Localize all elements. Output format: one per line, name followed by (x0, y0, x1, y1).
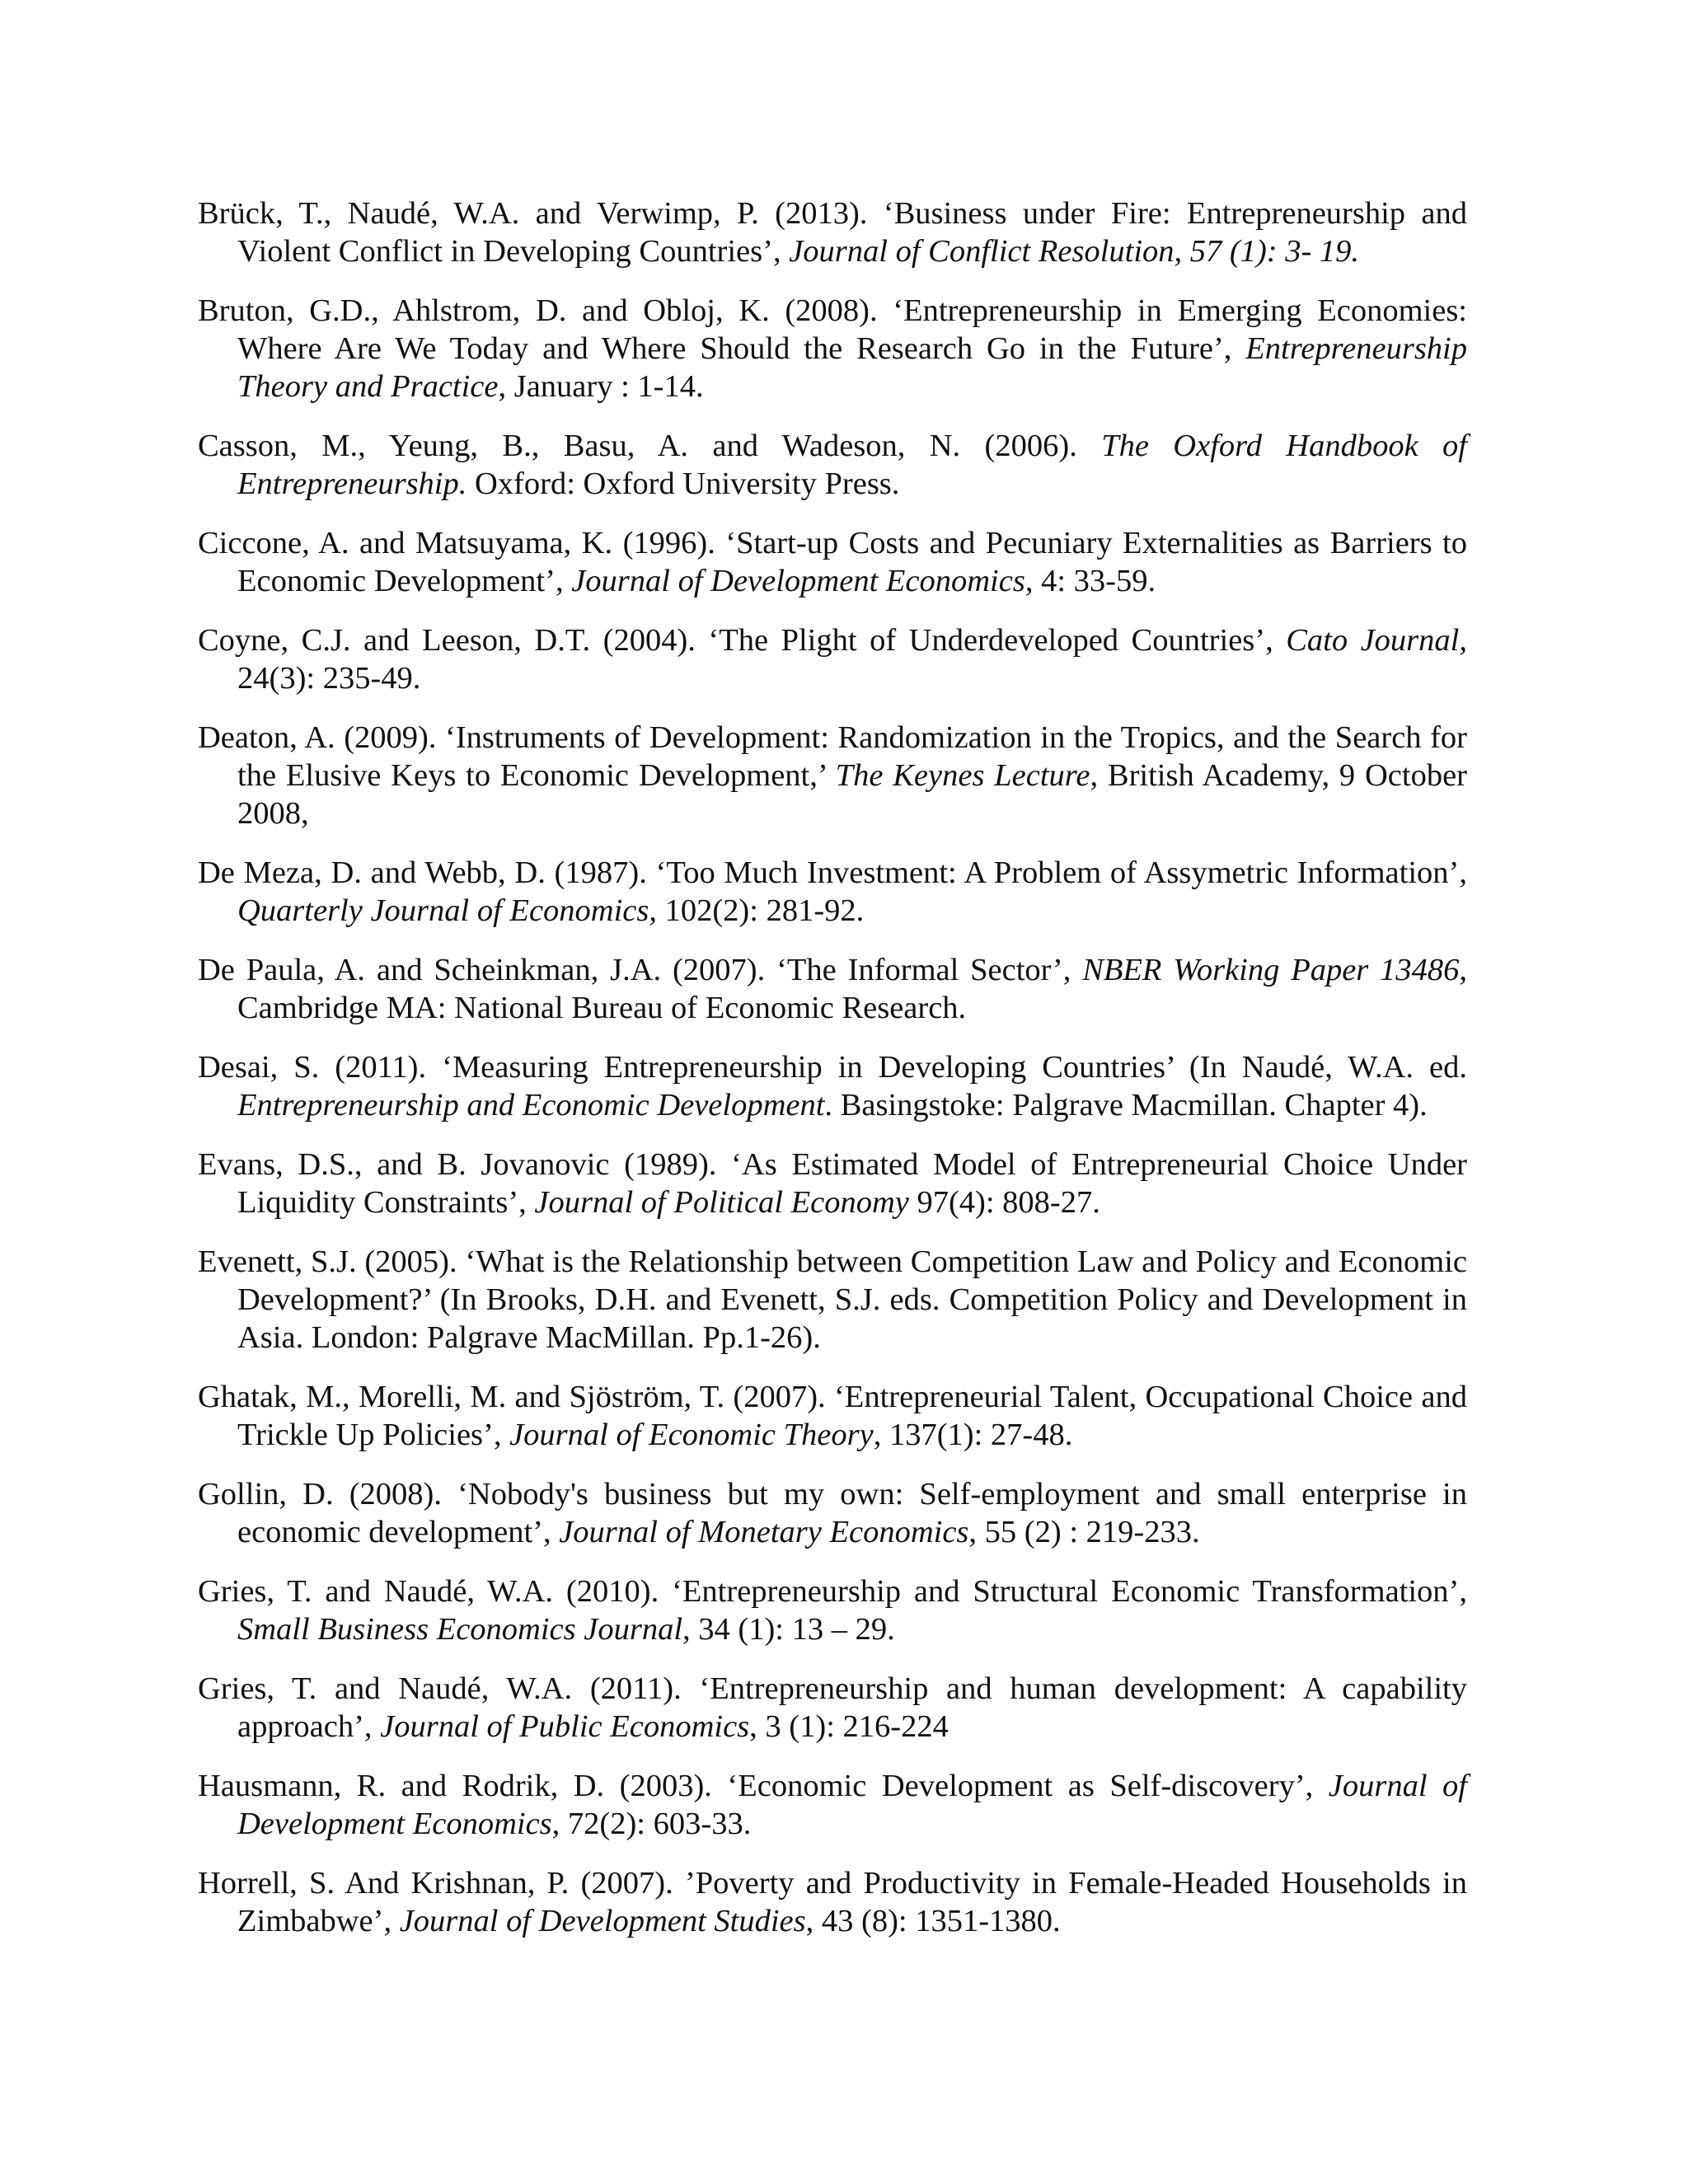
reference-text: Evans, D.S., and B. Jovanovic (1989). ‘As Estimated Model of Entrepreneurial Choice Under Liquidity Constraints’, (198, 1147, 1467, 1220)
reference-entry (198, 1243, 1467, 1357)
reference-text: Ciccone, A. and Matsuyama, K. (1996). ‘Start-up Costs and Pecuniary Externalities as Barriers to Economic Development’, (198, 526, 1467, 598)
reference-source-title: Cato Journal (1286, 623, 1460, 658)
reference-text: Gries, T. and Naudé, W.A. (2010). ‘Entrepreneurship and Structural Economic Transformation’, (198, 1574, 1467, 1609)
reference-text: , 72(2): 603-33. (551, 1807, 752, 1841)
reference-entry (198, 427, 1467, 503)
reference-entry (198, 292, 1467, 405)
reference-source-title: Journal of Economic Theory (509, 1418, 874, 1452)
reference-entry (198, 621, 1467, 697)
reference-source-title: Journal of Public Economics (380, 1709, 750, 1744)
reference-text: 102(2): 281-92. (656, 893, 865, 928)
reference-entry (198, 854, 1467, 930)
reference-text: Gollin, D. (2008). ‘Nobody's business but my own: Self-employment and small enterprise in economic development’, (198, 1477, 1467, 1549)
reference-entry (198, 1475, 1467, 1551)
reference-text: . Basingstoke: Palgrave Macmillan. Chapter 4). (824, 1088, 1428, 1122)
reference-entry (198, 1670, 1467, 1746)
reference-source-title: Quarterly Journal of Economics, (237, 893, 657, 928)
reference-text: , 137(1): 27-48. (873, 1418, 1073, 1452)
reference-entry (198, 194, 1467, 270)
reference-entry (198, 1864, 1467, 1940)
reference-source-title: Journal of Development Studies (399, 1904, 806, 1938)
reference-text: , Cambridge MA: National Bureau of Economic Research. (237, 953, 1467, 1025)
reference-entry (198, 524, 1467, 600)
reference-text: De Paula, A. and Scheinkman, J.A. (2007). ‘The Informal Sector’, (198, 953, 1083, 987)
reference-text: Casson, M., Yeung, B., Basu, A. and Wadeson, N. (2006). (198, 429, 1102, 463)
reference-text: 97(4): 808-27. (908, 1185, 1100, 1220)
reference-text: Gries, T. and Naudé, W.A. (2011). ‘Entrepreneurship and human development: A capability approach’, (198, 1671, 1467, 1744)
reference-text: , 34 (1): 13 – 29. (682, 1612, 895, 1647)
reference-entry (198, 951, 1467, 1027)
reference-entry (198, 1048, 1467, 1124)
reference-entry (198, 1767, 1467, 1843)
reference-text: , 3 (1): 216-224 (749, 1709, 949, 1744)
reference-entry (198, 1572, 1467, 1648)
reference-source-title: Entrepreneurship Theory and Practice (237, 331, 1467, 404)
reference-text: , 24(3): 235-49. (237, 623, 1467, 696)
reference-text: Coyne, C.J. and Leeson, D.T. (2004). ‘The Plight of Underdeveloped Countries’, (198, 623, 1287, 658)
reference-source-title: Journal of Development Economics (571, 564, 1025, 598)
reference-entry (198, 1378, 1467, 1454)
reference-entry (198, 719, 1467, 832)
reference-source-title: The Keynes Lecture (835, 758, 1090, 793)
reference-source-title: The Oxford Handbook of Entrepreneurship. (237, 429, 1468, 501)
reference-source-title: Journal of Political Economy (534, 1185, 909, 1220)
reference-text: Ghatak, M., Morelli, M. and Sjöström, T. (2007). ‘Entrepreneurial Talent, Occupational Choice and Trickle Up Policies’, (198, 1380, 1467, 1452)
reference-text: , 4: 33-59. (1025, 564, 1156, 598)
reference-list (198, 194, 1467, 1961)
reference-text: , 43 (8): 1351-1380. (805, 1904, 1061, 1938)
reference-source-title: Entrepreneurship and Economic Development (237, 1088, 825, 1122)
reference-text: Hausmann, R. and Rodrik, D. (2003). ‘Economic Development as Self-discovery’, (198, 1769, 1329, 1803)
reference-text: Desai, S. (2011). ‘Measuring Entrepreneurship in Developing Countries’ (In Naudé, W.A. ed. (198, 1050, 1467, 1085)
reference-source-title: Journal of Development Economics (237, 1769, 1467, 1841)
reference-source-title: Journal of Monetary Economics (559, 1515, 969, 1549)
reference-text: , British Academy, 9 October 2008, (237, 758, 1467, 831)
reference-text: Brück, T., Naudé, W.A. and Verwimp, P. (2013). ‘Business under Fire: Entrepreneurship and Violent Conflict in Developing Countries’, (198, 196, 1467, 269)
reference-text: Oxford: Oxford University Press. (467, 466, 900, 501)
reference-text: , 55 (2) : 219-233. (968, 1515, 1200, 1549)
reference-source-title: Small Business Economics Journal (237, 1612, 683, 1647)
reference-text: De Meza, D. and Webb, D. (1987). ‘Too Much Investment: A Problem of Assymetric Information’, (198, 855, 1467, 890)
reference-text: Horrell, S. And Krishnan, P. (2007). ’Poverty and Productivity in Female-Headed Households in Zimbabwe’, (198, 1866, 1467, 1938)
reference-source-title: NBER Working Paper 13486 (1082, 953, 1460, 987)
reference-entry (198, 1146, 1467, 1221)
reference-text: Bruton, G.D., Ahlstrom, D. and Obloj, K. (2008). ‘Entrepreneurship in Emerging Economies: Where Are We Today and Where Should the Research Go in the Future’, (198, 293, 1467, 366)
reference-text: Evenett, S.J. (2005). ‘What is the Relationship between Competition Law and Policy and Economic Development?’ (In Brooks, D.H. and Evenett, S.J. eds. Competition Policy and Development in Asia. London: Palgrave MacMillan. Pp.1-26). (198, 1244, 1467, 1355)
reference-text: Deaton, A. (2009). ‘Instruments of Development: Randomization in the Tropics, and the Search for the Elusive Keys to Economic Development,’ (198, 720, 1467, 793)
reference-source-title: Journal of Conflict Resolution, 57 (1): 3- 19. (789, 234, 1360, 269)
reference-text: , January : 1-14. (498, 369, 704, 404)
